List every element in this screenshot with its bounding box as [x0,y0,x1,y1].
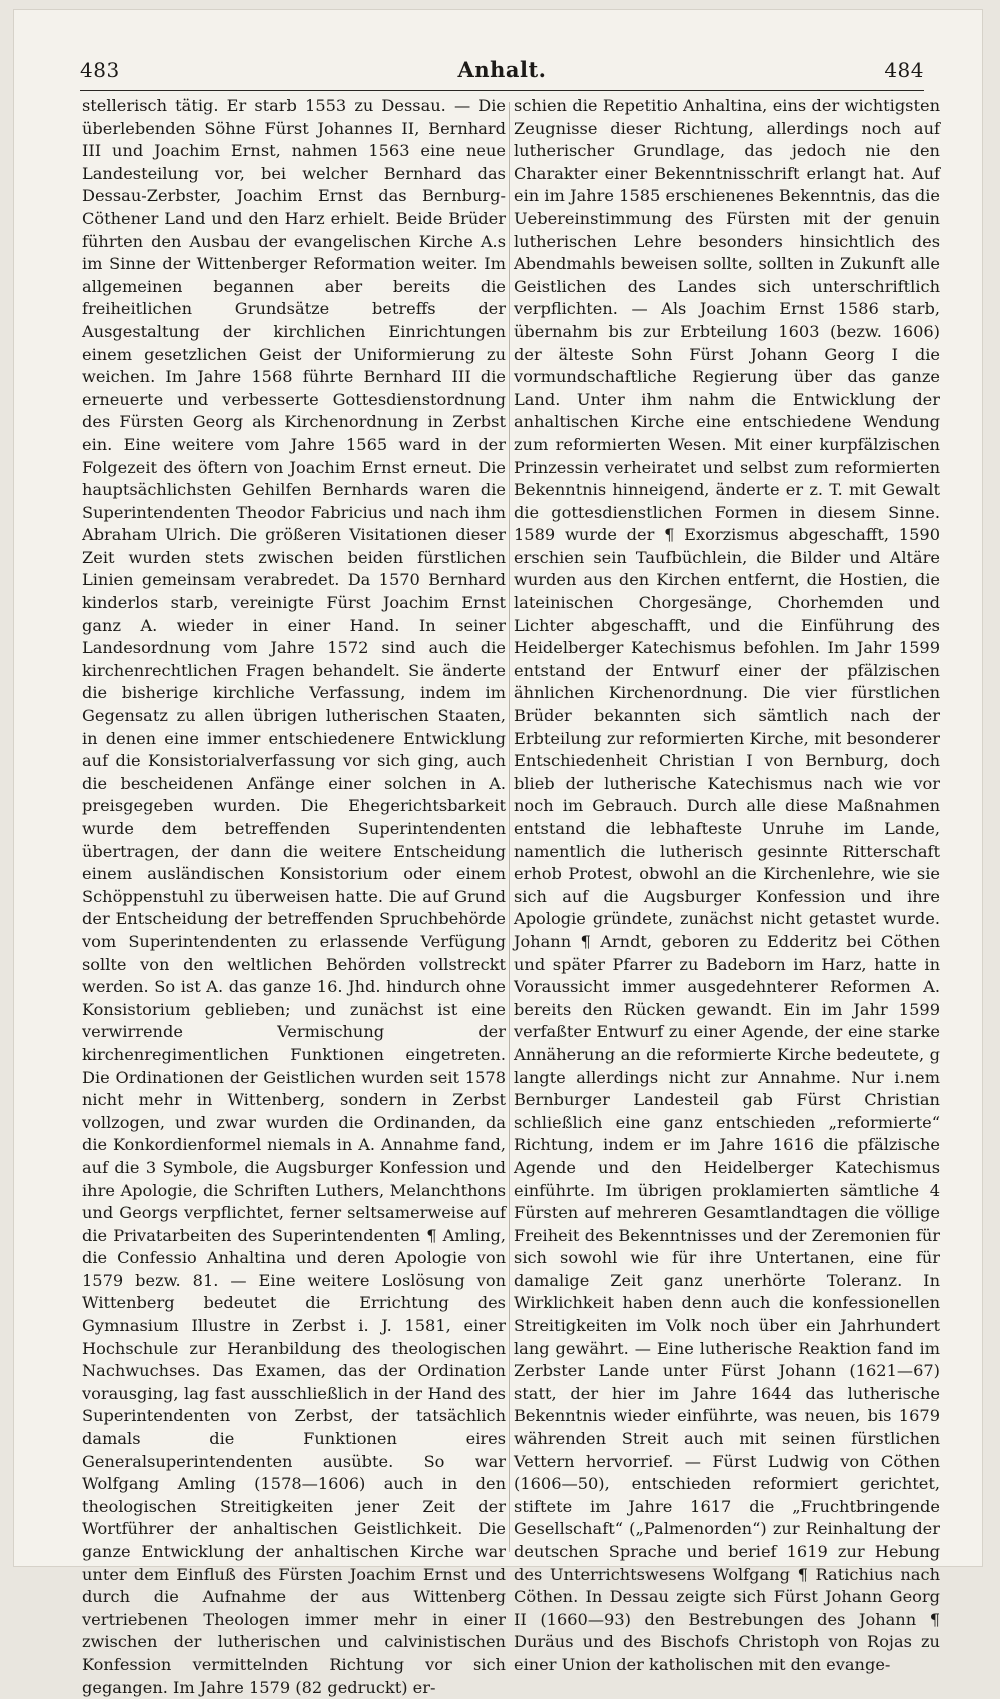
column-left-text: stellerisch tätig. Er starb 1553 zu Dessau. — Die überlebenden Söhne Fürst Johannes II, Bernhard III und Joachim Ernst, nahmen 1563 eine neue Landesteilung vor, bei welcher Bernhard das Dessau-Zerbster, Joachim Ernst das Bernburg-Cöthener Land und den Harz erhielt. Beide Brüder führten den Ausbau der evangelischen Kirche A.s im Sinne der Wittenberger Reformation weiter. Im allgemeinen begannen aber bereits die freiheitlichen Grundsätze betreffs der Ausgestaltung der kirchlichen Einrichtungen einem gesetzlichen Geist der Uniformierung zu weichen. Im Jahre 1568 führte Bernhard III die erneuerte und verbesserte Gottesdienstordnung des Fürsten Georg als Kirchenordnung in Zerbst ein. Eine weitere vom Jahre 1565 ward in der Folgezeit des öftern von Joachim Ernst erneut. Die hauptsächlichsten Gehilfen Bernhards waren die Superintendenten Theodor Fabricius und nach ihm Abraham Ulrich. Die größeren Visitationen dieser Zeit wurden stets zwischen beiden fürstlichen Linien gemeinsam verabredet. Da 1570 Bernhard kinderlos starb, vereinigte Fürst Joachim Ernst ganz A. wieder in einer Hand. In seiner Landesordnung vom Jahre 1572 sind auch die kirchenrechtlichen Fragen behandelt. Sie änderte die bisherige kirchliche Verfassung, indem im Gegensatz zu allen übrigen lutherischen Staaten, in denen eine immer entschiedenere Entwicklung auf die Konsistorialverfassung vor sich ging, auch die bescheidenen Anfänge einer solchen in A. preisgegeben wurden. Die Ehegerichtsbarkeit wurde dem betreffenden Superintendenten übertragen, der dann die weitere Entscheidung einem ausländischen Konsistorium oder einem Schöppenstuhl zu überweisen hatte. Die auf Grund der Entscheidung der betreffenden Spruchbehörde vom Superintendenten zu erlassende Verfügung sollte von den weltlichen Behörden vollstreckt werden. So ist A. das ganze 16. Jhd. hindurch ohne Konsistorium geblieben; und zunächst ist eine verwirrende Vermischung der kirchenregimentlichen Funktionen eingetreten. Die Ordinationen der Geistlichen wurden seit 1578 nicht mehr in Wittenberg, sondern in Zerbst vollzogen, und zwar wurden die Ordinanden, da die Konkordienformel niemals in A. Annahme fand, auf die 3 Symbole, die Augsburger Konfession und ihre Apologie, die Schriften Luthers, Melanchthons und Georgs verpflichtet, ferner seltsamerweise auf die Privatarbeiten des Superintendenten ¶ Amling, die Confessio Anhaltina und deren Apologie von 1579 bezw. 81. — Eine weitere Loslösung von Wittenberg bedeutet die Errichtung des Gymnasium Illustre in Zerbst i. J. 1581, einer Hochschule zur Heranbildung des theologischen Nachwuchses. Das Examen, das der Ordination vorausging, lag fast ausschließlich in der Hand des Superintendenten von Zerbst, der tatsächlich damals die Funktionen eires Generalsuperintendenten ausübte. So war Wolfgang Amling (1578—1606) auch in den theologischen Streitigkeiten jener Zeit der Wortführer der anhaltischen Geistlichkeit. Die ganze Entwicklung der anhaltischen Kirche war unter dem Einfluß des Fürsten Joachim Ernst und durch die Aufnahme der aus Wittenberg vertriebenen Theologen immer mehr in einer zwischen der lutherischen und calvinistischen Konfession vermittelnden Richtung vor sich gegangen. Im Jahre 1579 (82 gedruckt) er- [82,96,506,1697]
text-column-left [82,95,506,1697]
column-divider [509,102,510,1552]
column-right-text: schien die Repetitio Anhaltina, eins der wichtigsten Zeugnisse dieser Richtung, allerdings noch auf lutherischer Grundlage, das jedoch nie den Charakter einer Bekenntnisschrift erlangt hat. Auf ein im Jahre 1585 erschienenes Bekenntnis, das die Uebereinstimmung des Fürsten mit der genuin lutherischen Lehre besonders hinsichtlich des Abendmahls beweisen sollte, sollten in Zukunft alle Geistlichen des Landes sich unterschriftlich verpflichten. — Als Joachim Ernst 1586 starb, übernahm bis zur Erbteilung 1603 (bezw. 1606) der älteste Sohn Fürst Johann Georg I die vormundschaftliche Regierung über das ganze Land. Unter ihm nahm die Entwicklung der anhaltischen Kirche eine entschiedene Wendung zum reformierten Wesen. Mit einer kurpfälzischen Prinzessin verheiratet und selbst zum reformierten Bekenntnis hinneigend, änderte er z. T. mit Gewalt die gottesdienstlichen Formen in diesem Sinne. 1589 wurde der ¶ Exorzismus abgeschafft, 1590 erschien sein Taufbüchlein, die Bilder und Altäre wurden aus den Kirchen entfernt, die Hostien, die lateinischen Chorgesänge, Chorhemden und Lichter abgeschafft, und die Einführung des Heidelberger Katechismus befohlen. Im Jahr 1599 entstand der Entwurf einer der pfälzischen ähnlichen Kirchenordnung. Die vier fürstlichen Brüder bekannten sich sämtlich nach der Erbteilung zur reformierten Kirche, mit besonderer Entschiedenheit Christian I von Bernburg, doch blieb der lutherische Katechismus nach wie vor noch im Gebrauch. Durch alle diese Maßnahmen entstand die lebhafteste Unruhe im Lande, namentlich die lutherisch gesinnte Ritterschaft erhob Protest, obwohl an die Kirchenlehre, wie sie sich auf die Augsburger Konfession und ihre Apologie gründete, zunächst nicht getastet wurde. Johann ¶ Arndt, geboren zu Edderitz bei Cöthen und später Pfarrer zu Badeborn im Harz, hatte in Voraussicht immer ausgedehnterer Reformen A. bereits den Rücken gewandt. Ein im Jahr 1599 verfaßter Entwurf zu einer Agende, der eine starke Annäherung an die reformierte Kirche bedeutete, g langte allerdings nicht zur Annahme. Nur i.nem Bernburger Landesteil gab Fürst Christian schließlich eine ganz entschieden „reformierte“ Richtung, indem er im Jahre 1616 die pfälzische Agende und den Heidelberger Katechismus einführte. Im übrigen proklamierten sämtliche 4 Fürsten auf mehreren Gesamtlandtagen die völlige Freiheit des Bekenntnisses und der Zeremonien für sich sowohl wie für ihre Untertanen, eine für damalige Zeit ganz unerhörte Toleranz. In Wirklichkeit haben denn auch die konfessionellen Streitigkeiten im Volk noch über ein Jahrhundert lang gewährt. — Eine lutherische Reaktion fand im Zerbster Lande unter Fürst Johann (1621—67) statt, der hier im Jahre 1644 das lutherische Bekenntnis wieder einführte, was neuen, bis 1679 währenden Streit auch mit seinen fürstlichen Vettern hervorrief. — Fürst Ludwig von Cöthen (1606—50), entschieden reformiert gerichtet, stiftete im Jahre 1617 die „Fruchtbringende Gesellschaft“ („Palmenorden“) zur Reinhaltung der deutschen Sprache und berief 1619 zur Hebung des Unterrichtswesens Wolfgang ¶ Ratichius nach Cöthen. In Dessau zeigte sich Fürst Johann Georg II (1660—93) den Bestrebungen des Johann ¶ Duräus und des Bischofs Christoph von Rojas zu einer Union der katholischen mit den evange- [514,96,940,1674]
book-page [14,10,982,1697]
running-title: Anhalt. [457,57,547,82]
page-number-right: 484 [884,58,924,82]
text-column-right [514,95,940,1674]
page-number-left: 483 [80,58,120,82]
page-header [80,54,924,91]
